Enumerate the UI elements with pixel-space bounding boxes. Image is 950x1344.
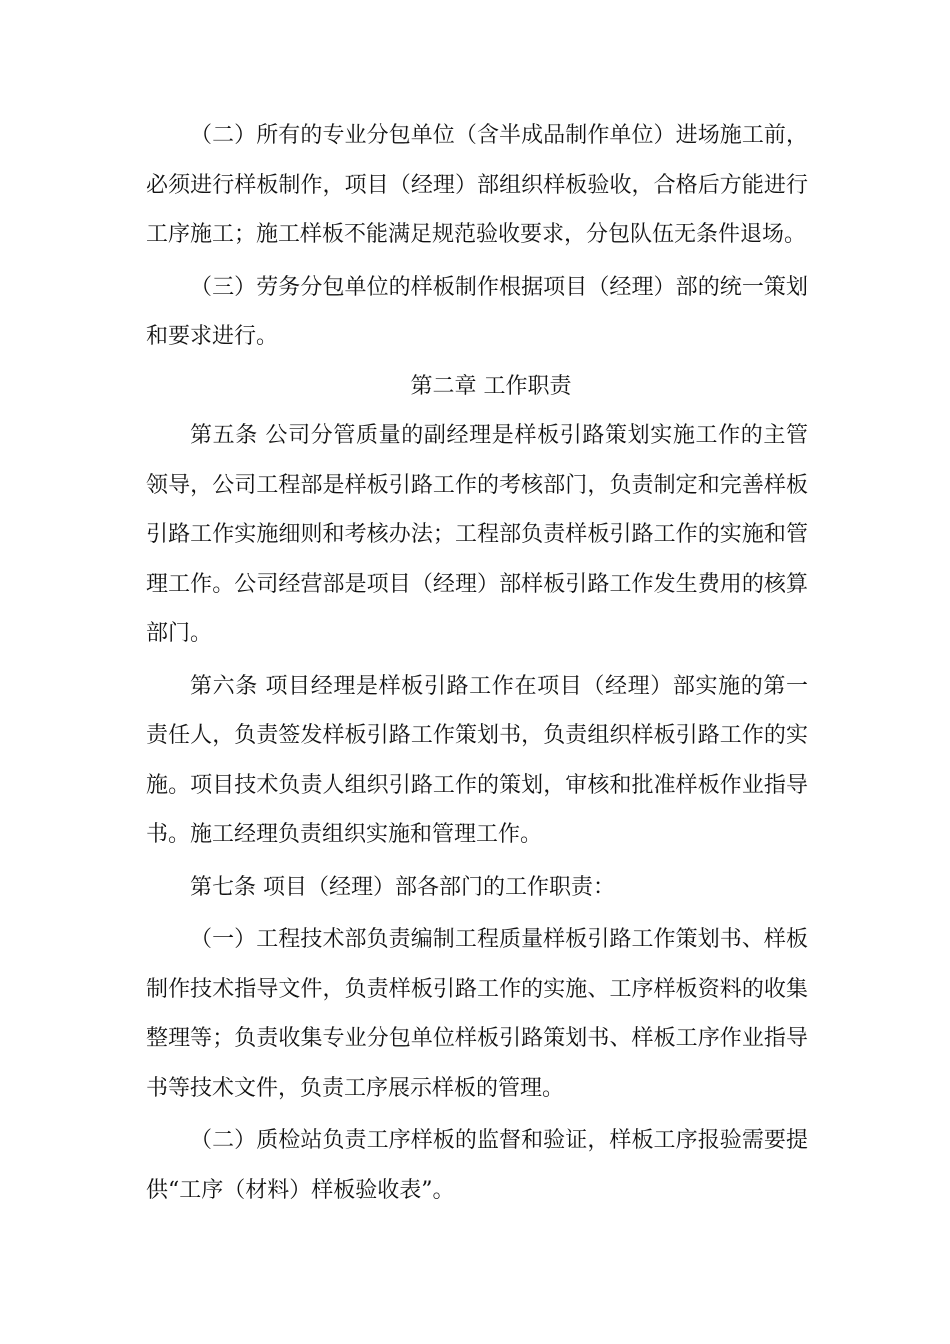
document-page — [146, 111, 808, 1215]
article-7-item-2: （二）质检站负责工序样板的监督和验证，样板工序报验需要提供“工序（材料）样板验收表”。 — [146, 1128, 808, 1203]
article-5: 第五条 公司分管质量的副经理是样板引路策划实施工作的主管领导，公司工程部是样板引路工作的考核部门，负责制定和完善样板引路工作实施细则和考核办法；工程部负责样板引路工作的实施和管理工作。公司经营部是项目（经理）部样板引路工作发生费用的核算部门。 — [146, 423, 808, 646]
chapter-title: 第二章 工作职责 — [410, 373, 572, 399]
article-6: 第六条 项目经理是样板引路工作在项目（经理）部实施的第一责任人，负责签发样板引路工作策划书，负责组织样板引路工作的实施。项目技术负责人组织引路工作的策划，审核和批准样板作业指导书。施工经理负责组织实施和管理工作。 — [146, 673, 808, 847]
paragraph-2: （二）所有的专业分包单位（含半成品制作单位）进场施工前，必须进行样板制作，项目（经理）部组织样板验收，合格后方能进行工序施工；施工样板不能满足规范验收要求，分包队伍无条件退场。 — [146, 123, 808, 247]
article-7: 第七条 项目（经理）部各部门的工作职责： — [190, 874, 615, 900]
article-7-item-1: （一）工程技术部负责编制工程质量样板引路工作策划书、样板制作技术指导文件，负责样板引路工作的实施、工序样板资料的收集整理等；负责收集专业分包单位样板引路策划书、样板工序作业指导书等技术文件，负责工序展示样板的管理。 — [146, 927, 808, 1101]
paragraph-3: （三）劳务分包单位的样板制作根据项目（经理）部的统一策划和要求进行。 — [146, 274, 808, 349]
